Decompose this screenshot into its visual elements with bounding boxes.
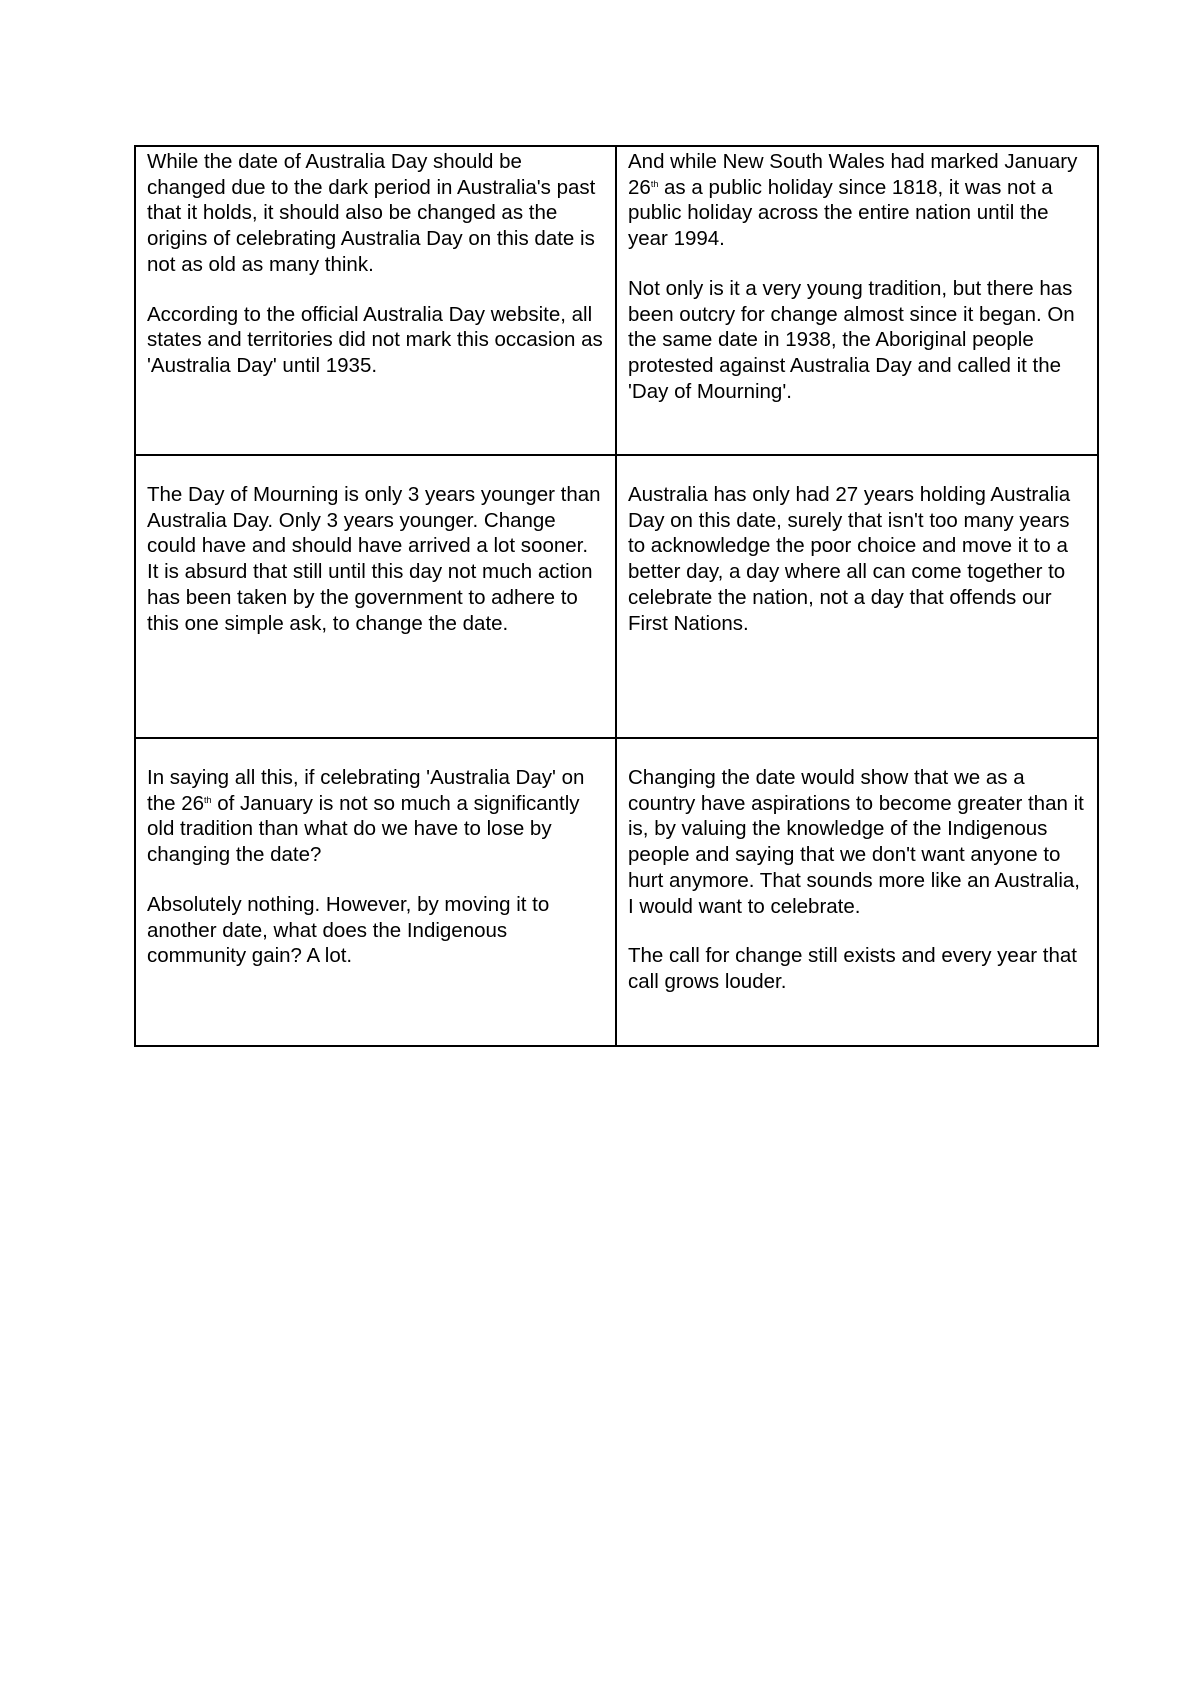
table-cell-what-to-lose (135, 738, 616, 1046)
paragraph-text: In saying all this, if celebrating 'Australia Day' on the 26 (147, 766, 585, 815)
paragraph (628, 149, 1087, 252)
table-row (135, 455, 1098, 738)
table-cell-conclusion (616, 738, 1098, 1046)
table-cell-day-of-mourning (135, 455, 616, 738)
table-cell-intro (135, 146, 616, 455)
ordinal-suffix: th (650, 178, 659, 189)
paragraph: Australia has only had 27 years holding Australia Day on this date, surely that isn't too many years to acknowledge the poor choice and move it to a better day, a day where all can come together to celebrate the nation, not a day that offends our First Nations. (628, 483, 1071, 635)
paragraph-text: And while New South Wales had marked January 26 (628, 150, 1078, 199)
ordinal-suffix: th (204, 794, 212, 805)
table-cell-history (616, 146, 1098, 455)
paragraph: While the date of Australia Day should be changed due to the dark period in Australia's past that it holds, it should also be changed as the origins of celebrating Australia Day on this date is not as old as many think. (147, 150, 596, 276)
paragraph-text: as a public holiday since 1818, it was not a public holiday across the entire nation until the year 1994. (628, 175, 1053, 251)
paragraph (147, 765, 605, 868)
paragraph: Changing the date would show that we as a country have aspirations to become greater than it is, by valuing the knowledge of the Indigenous people and saying that we don't want anyone to hurt anymore. That sounds more like an Australia, I would want to celebrate. (628, 766, 1084, 918)
paragraph: The Day of Mourning is only 3 years younger than Australia Day. Only 3 years younger. Change could have and should have arrived a lot sooner. It is absurd that still until this day not much action has been taken by the government to adhere to this one simple ask, to change the date. (147, 483, 601, 635)
essay-table (134, 145, 1099, 1047)
paragraph: Absolutely nothing. However, by moving it to another date, what does the Indigenous community gain? A lot. (147, 892, 550, 968)
paragraph-text: of January is not so much a significantly old tradition than what do we have to lose by changing the date? (147, 791, 580, 867)
paragraph: Not only is it a very young tradition, but there has been outcry for change almost since it began. On the same date in 1938, the Aboriginal people protested against Australia Day and called it the 'Day of Mourning'. (628, 276, 1075, 403)
paragraph: According to the official Australia Day website, all states and territories did not mark this occasion as 'Australia Day' until 1935. (147, 302, 603, 377)
table-row (135, 146, 1098, 455)
table-row (135, 738, 1098, 1046)
paragraph: The call for change still exists and every year that call grows louder. (628, 944, 1077, 993)
table-cell-27-years (616, 455, 1098, 738)
